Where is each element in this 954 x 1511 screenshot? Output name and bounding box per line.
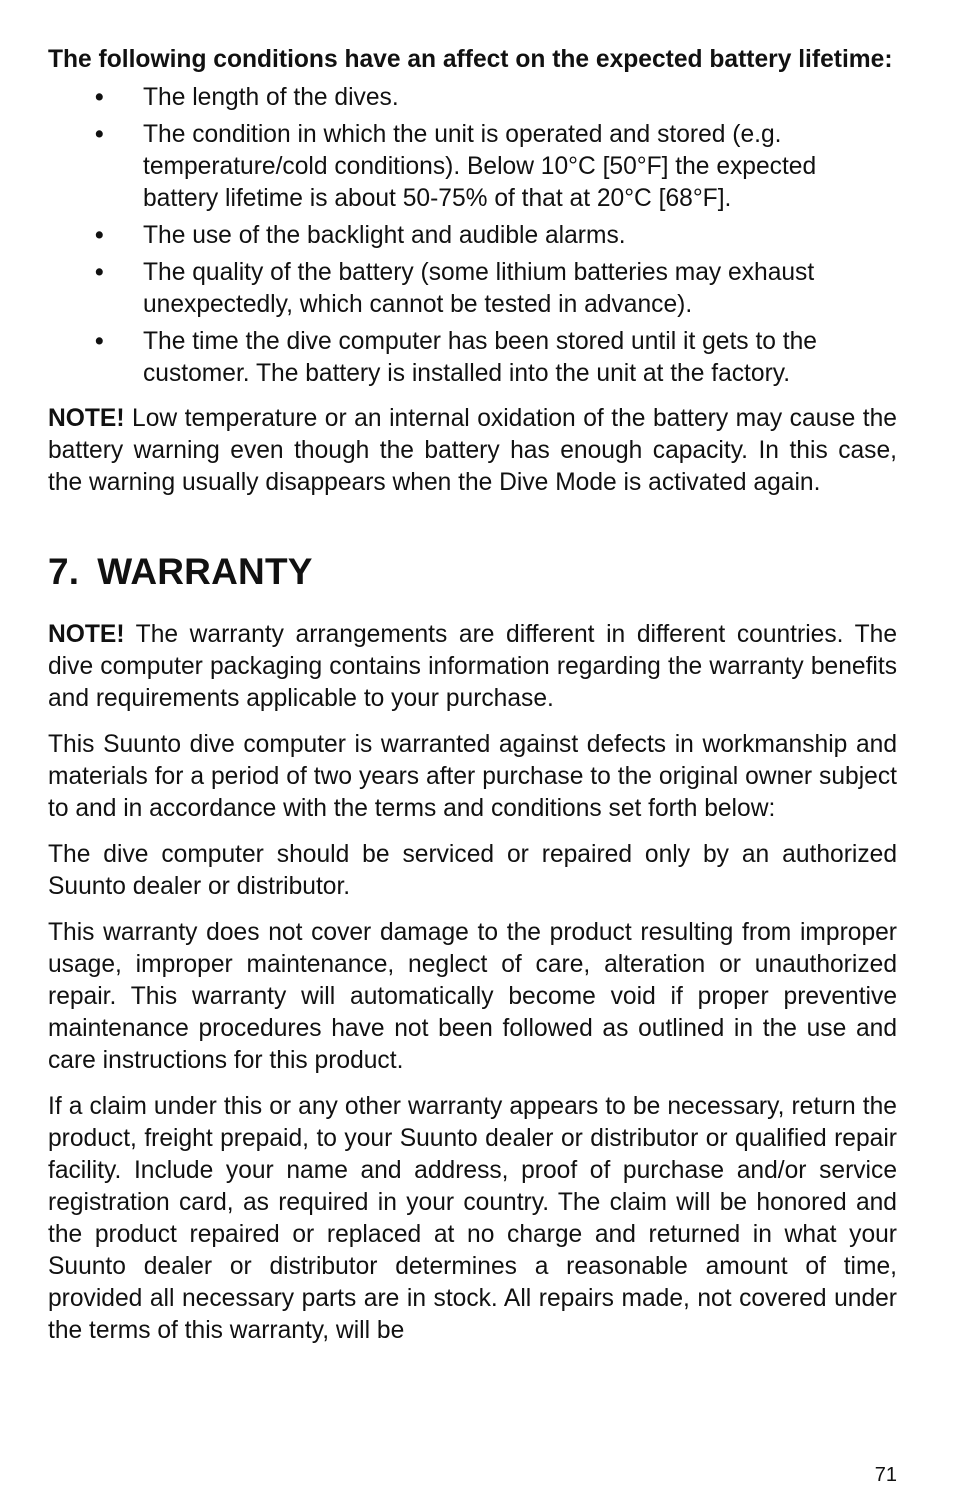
bullet-icon: • xyxy=(95,222,104,249)
body-paragraph: This warranty does not cover damage to the product resulting from improper usage, improper maintenance, neglect of care, alteration or unauthorized repair. This warranty will automatically become void if proper preventive maintenance procedures have not been followed as outlined in the use and care instructions for this product. xyxy=(48,919,897,1074)
body-paragraph: If a claim under this or any other warranty appears to be necessary, return the product, freight prepaid, to your Suunto dealer or distributor or qualified repair facility. Include your name and address, proof of purchase and/or service registration card, as required in your country. The claim will be honored and the product repaired or replaced at no charge and returned in what your Suunto dealer or distributor determines a reasonable amount of time, provided all necessary parts are in stock. All repairs made, not covered under the terms of this warranty, will be xyxy=(48,1093,897,1344)
battery-note xyxy=(48,403,897,499)
list-item xyxy=(48,82,897,114)
document-page xyxy=(48,44,897,1347)
body-paragraph: This Suunto dive computer is warranted against defects in workmanship and materials for a period of two years after purchase to the original owner subject to and in accordance with the terms and conditions set forth below: xyxy=(48,731,897,822)
bullet-icon: • xyxy=(95,328,104,355)
page-number: 71 xyxy=(874,1464,897,1486)
note-label: NOTE! xyxy=(48,621,125,648)
list-item-text: The condition in which the unit is operated and stored (e.g. temperature/cold conditions). Below 10°C [50°F] the expected battery lifetime is about 50-75% of that at 20°C [68°F]. xyxy=(143,121,817,212)
warranty-note xyxy=(48,619,897,715)
list-item-text: The length of the dives. xyxy=(143,84,399,111)
list-item-text: The time the dive computer has been stored until it gets to the customer. The battery is installed into the unit at the factory. xyxy=(143,328,817,387)
section-heading xyxy=(48,550,897,594)
bullet-icon: • xyxy=(95,259,104,286)
bullet-icon: • xyxy=(95,84,104,111)
note-label: NOTE! xyxy=(48,405,125,432)
battery-conditions-list xyxy=(48,82,897,390)
list-item xyxy=(48,257,897,321)
bullet-icon: • xyxy=(95,121,104,148)
note-text: Low temperature or an internal oxidation of the battery may cause the battery warning even though the battery has enough capacity. In this case, the warning usually disappears when the Dive Mode is activated again. xyxy=(48,405,897,496)
body-paragraph: The dive computer should be serviced or repaired only by an authorized Suunto dealer or distributor. xyxy=(48,841,897,900)
list-item xyxy=(48,119,897,215)
section-title: WARRANTY xyxy=(97,551,313,592)
note-text: The warranty arrangements are different in different countries. The dive computer packaging contains information regarding the warranty benefits and requirements applicable to your purchase. xyxy=(48,621,897,712)
list-item-text: The quality of the battery (some lithium batteries may exhaust unexpectedly, which cannot be tested in advance). xyxy=(143,259,815,318)
list-item xyxy=(48,326,897,390)
list-item xyxy=(48,220,897,252)
section-number: 7. xyxy=(48,551,80,592)
battery-conditions-intro: The following conditions have an affect on the expected battery lifetime: xyxy=(48,46,893,73)
list-item-text: The use of the backlight and audible alarms. xyxy=(143,222,626,249)
